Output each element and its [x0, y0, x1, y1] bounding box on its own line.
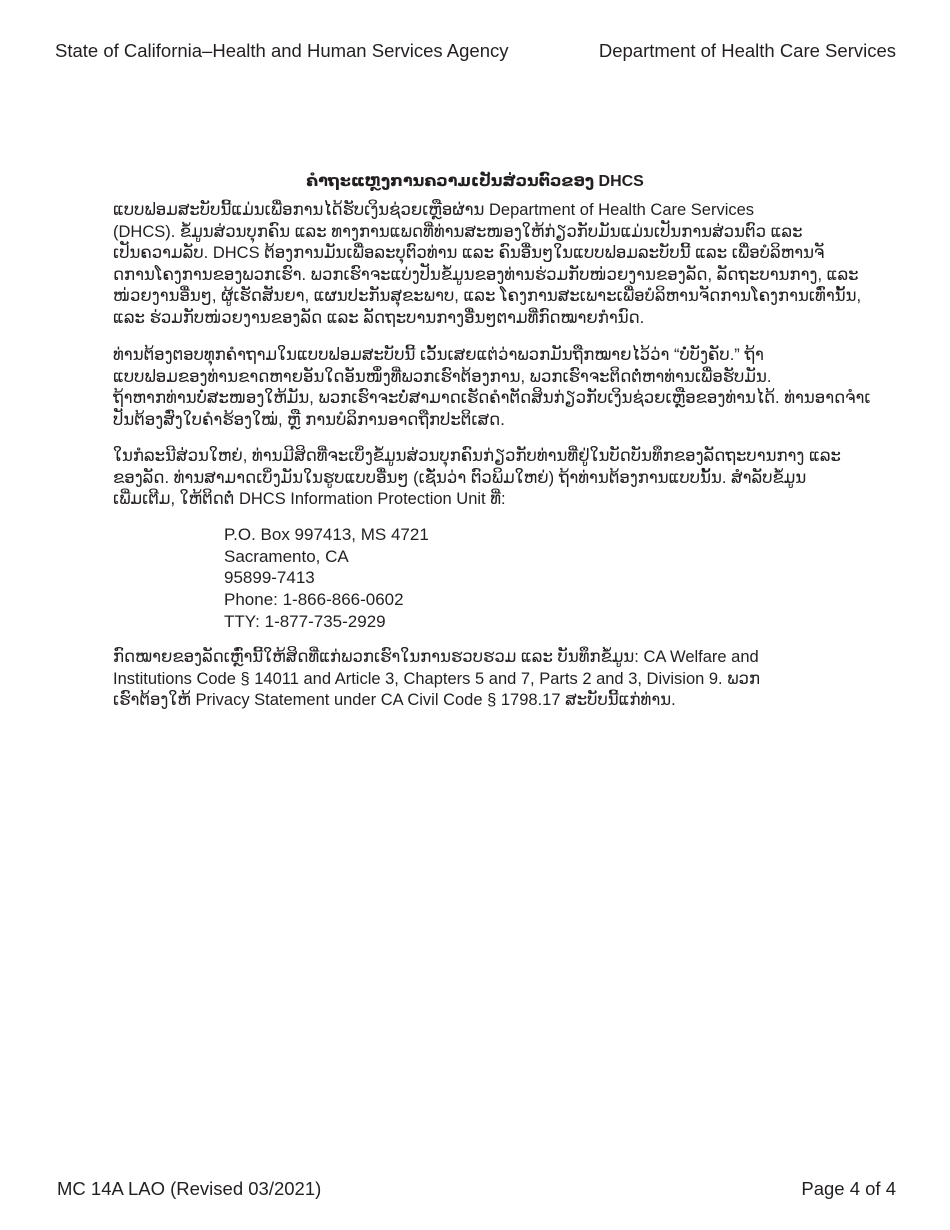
paragraph-line: ແລະ ຮ່ວມກັບໜ່ວຍງານຂອງລັດ ແລະ ລັດຖະບານກາງອື່ນໆຕາມທີ່ກົດໝາຍກຳນົດ.: [113, 308, 645, 327]
header-agency: State of California–Health and Human Services Agency: [55, 40, 509, 61]
address-po-box: P.O. Box 997413, MS 4721: [224, 525, 429, 544]
paragraph-line: ແບບຟອມຂອງທ່ານຂາດຫາຍອັນໃດອັນໜຶ່ງທີ່ພວກເຮົາຕ້ອງການ, ພວກເຮົາຈະຕິດຕໍ່ຫາທ່ານເພື່ອຮັບມັນ.: [113, 367, 772, 386]
paragraph-line: ແບບຟອມສະບັບນີ້ແມ່ນເພື່ອການໄດ້ຮັບເງິນຊ່ວຍເຫຼືອຜ່ານ Department of Health Care Services: [113, 201, 755, 219]
paragraph-line: ຂອງລັດ. ທ່ານສາມາດເບິ່ງມັນໃນຮູບແບບອື່ນໆ (ເຊັ່ນວ່າ ຕົວພິມໃຫຍ່) ຖ້າທ່ານຕ້ອງການແບບນັ້ນ. ສຳລັບຂໍ້ມູນ: [113, 468, 807, 487]
footer-form-id: MC 14A LAO (Revised 03/2021): [57, 1178, 322, 1199]
paragraph-line: ກົດໝາຍຂອງລັດເຫຼົ່ານີ້ໃຫ້ສິດທີ່ແກ່ພວກເຮົາໃນການຮວບຮວມ ແລະ ບັນທຶກຂໍ້ມູນ: CA Welfare and: [113, 648, 759, 666]
paragraph-line: ໃນກໍລະນີສ່ວນໃຫຍ່, ທ່ານມີສິດທີ່ຈະເບິ່ງຂໍ້ມູນສ່ວນບຸກຄົນກ່ຽວກັບທ່ານທີ່ຢູ່ໃນບັດບັນທຶກຂອງລັດຖະບານກາງ ແລະ: [113, 447, 841, 465]
paragraph-legal-authority: [113, 647, 841, 712]
paragraph-line: ຖ້າຫາກທ່ານບໍ່ສະໜອງໃຫ້ມັນ, ພວກເຮົາຈະບໍ່ສາມາດເຮັດຄຳຕັດສິນກ່ຽວກັບເງິນຊ່ວຍເຫຼືອຂອງທ່ານໄດ້. ທ່ານອາດຈຳເ: [113, 389, 871, 408]
paragraph-line: (DHCS). ຂໍ້ມູນສ່ວນບຸກຄົນ ແລະ ທາງການແພດທີ່ທ່ານສະໜອງໃຫ້ກ່ຽວກັບມັນແມ່ນເປັນການສ່ວນຕົວ ແລະ: [113, 222, 803, 241]
paragraph-line: ເຮົາຕ້ອງໃຫ້ Privacy Statement under CA Civil Code § 1798.17 ສະບັບນີ້ແກ່ທ່ານ.: [113, 691, 676, 710]
paragraph-line: ທ່ານຕ້ອງຕອບທຸກຄຳຖາມໃນແບບຟອມສະບັບນີ້ ເວັ້ນເສຍແຕ່ວ່າພວກມັນຖືກໝາຍໄວ້ວ່າ “ບໍ່ບັງຄັບ.” ຖ້າ: [113, 346, 764, 364]
paragraph-requirements: [113, 345, 871, 431]
contact-address: [224, 524, 429, 633]
header-department: Department of Health Care Services: [598, 40, 896, 61]
paragraph-line: ໜ່ວຍງານອື່ນໆ, ຜູ້ເຮັດສັນຍາ, ແຜນປະກັນສຸຂະພາບ, ແລະ ໂຄງການສະເພາະເພື່ອບໍລິຫານຈັດການໂຄງການເທົ່ານັ້ນ,: [113, 287, 862, 306]
paragraph-line: ປັນຕ້ອງສົ່ງໃບຄຳຮ້ອງໃໝ່, ຫຼື ການບໍລິການອາດຖືກປະຕິເສດ.: [113, 410, 505, 429]
address-city: Sacramento, CA: [224, 546, 349, 566]
paragraph-line: ເພີ່ມເຕີມ, ໃຫ້ຕິດຕໍ່ DHCS Information Protection Unit ທີ່:: [113, 490, 506, 509]
paragraph-line: ເປັນຄວາມລັບ. DHCS ຕ້ອງການມັນເພື່ອລະບຸຕົວທ່ານ ແລະ ຄົນອື່ນໆໃນແບບຟອມລະບັບນີ້ ແລະ ເພື່ອບໍລິຫານຈັ: [113, 244, 825, 263]
address-tty: TTY: 1-877-735-2929: [224, 611, 386, 631]
address-zip: 95899-7413: [224, 568, 315, 588]
paragraph-rights: [113, 446, 841, 511]
paragraph-line: ດການໂຄງການຂອງພວກເຮົາ. ພວກເຮົາຈະແບ່ງປັນຂໍ້ມູນຂອງທ່ານຮ່ວມກັບໜ່ວຍງານຂອງລັດ, ລັດຖະບານກາງ, ແລະ: [113, 265, 859, 284]
footer-page-number: Page 4 of 4: [801, 1178, 896, 1199]
paragraph-line: Institutions Code § 14011 and Article 3, Chapters 5 and 7, Parts 2 and 3, Division 9. ພວກ: [113, 669, 761, 688]
document-title: ຄໍາຖະແຫຼງການຄວາມເປັນສ່ວນຕົວຂອງ DHCS: [306, 173, 644, 190]
paragraph-purpose: [113, 200, 862, 330]
address-phone: Phone: 1-866-866-0602: [224, 590, 404, 610]
